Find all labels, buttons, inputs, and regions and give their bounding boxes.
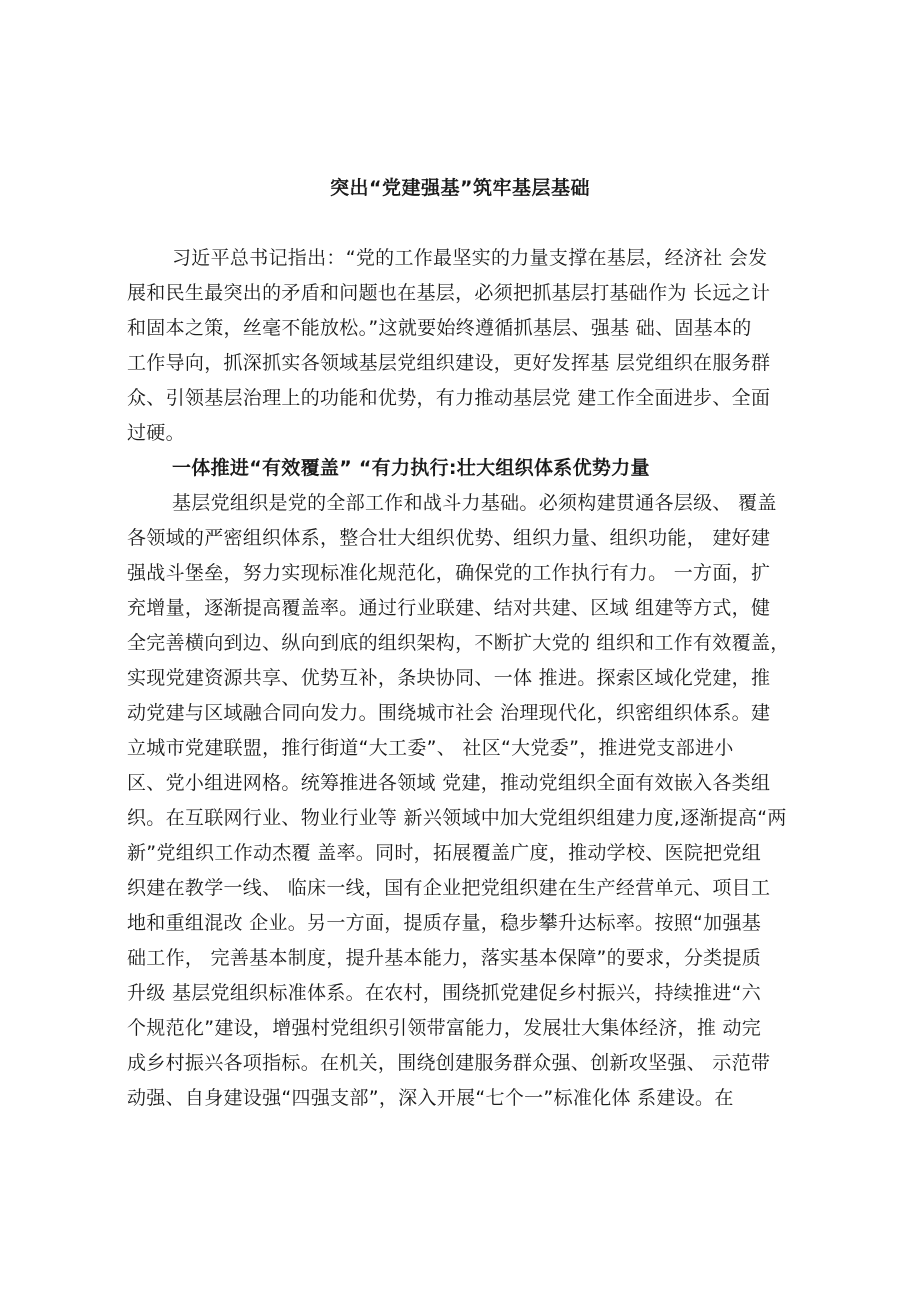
body-line: 区、党小组进网格。统筹推进各领域 党建，推动党组织全面有效嵌入各类组 xyxy=(127,772,771,794)
body-line: 织建在教学一线、 临床一线，国有企业把党组织建在生产经营单元、项目工 xyxy=(127,877,771,899)
body-line: 动强、自身建设强“四强支部”，深入开展“七个一”标准化体 系建设。在 xyxy=(127,1087,734,1109)
body-line: 基层党组织是党的全部工作和战斗力基础。必须构建贯通各层级、 覆盖 xyxy=(172,492,777,514)
body-line: 成乡村振兴各项指标。在机关，围绕创建服务群众强、创新攻坚强、 示范带 xyxy=(127,1052,771,1074)
body-line: 动党建与区域融合同向发力。围绕城市社会 治理现代化，织密组织体系。建 xyxy=(127,702,771,724)
intro-line: 过硬。 xyxy=(127,422,185,444)
body-line: 织。在互联网行业、物业行业等 新兴领域中加大党组织组建力度,逐渐提高“两 xyxy=(127,807,787,829)
body-line: 立城市党建联盟，推行街道“大工委”、 社区“大党委”，推进党支部进小 xyxy=(127,737,734,759)
intro-line: 工作导向，抓深抓实各领域基层党组织建设，更好发挥基 层党组织在服务群 xyxy=(127,352,771,374)
intro-line: 展和民生最突出的矛盾和问题也在基层，必须把抓基层打基础作为 长远之计 xyxy=(127,282,771,304)
document-title: 突出“党建强基”筑牢基层基础 xyxy=(330,177,590,199)
body-line: 强战斗堡垒，努力实现标准化规范化，确保党的工作执行有力。 一方面，扩 xyxy=(127,562,771,584)
body-line: 各领域的严密组织体系，整合壮大组织优势、组织力量、组织功能， 建好建 xyxy=(127,527,771,549)
section-heading: 一体推进“有效覆盖” “有力执行:壮大组织体系优势力量 xyxy=(172,457,650,479)
body-line: 础工作， 完善基本制度，提升基本能力，落实基本保障”的要求，分类提质 xyxy=(127,947,762,969)
body-line: 充增量，逐渐提高覆盖率。通过行业联建、结对共建、区域 组建等方式，健 xyxy=(127,597,771,619)
intro-line: 众、引领基层治理上的功能和优势，有力推动基层党 建工作全面进步、全面 xyxy=(127,387,771,409)
body-line: 全完善横向到边、纵向到底的组织架构，不断扩大党的 组织和工作有效覆盖， xyxy=(127,632,790,654)
body-line: 实现党建资源共享、优势互补，条块协同、一体 推进。探索区域化党建，推 xyxy=(127,667,771,689)
body-line: 个规范化”建设，增强村党组织引领带富能力，发展壮大集体经济，推 动完 xyxy=(127,1017,762,1039)
intro-line: 习近平总书记指出：“党的工作最坚实的力量支撑在基层，经济社 会发 xyxy=(172,247,768,269)
body-line: 升级 基层党组织标准体系。在农村，围绕抓党建促乡村振兴，持续推进“六 xyxy=(127,982,762,1004)
body-line: 地和重组混改 企业。另一方面，提质存量，稳步攀升达标率。按照“加强基 xyxy=(127,912,762,934)
body-line: 新”党组织工作动杰覆 盖率。同时，拓展覆盖广度，推动学校、医院把党组 xyxy=(127,842,762,864)
intro-line: 和固本之策，丝毫不能放松。”这就要始终遵循抓基层、强基 础、固基本的 xyxy=(127,317,752,339)
